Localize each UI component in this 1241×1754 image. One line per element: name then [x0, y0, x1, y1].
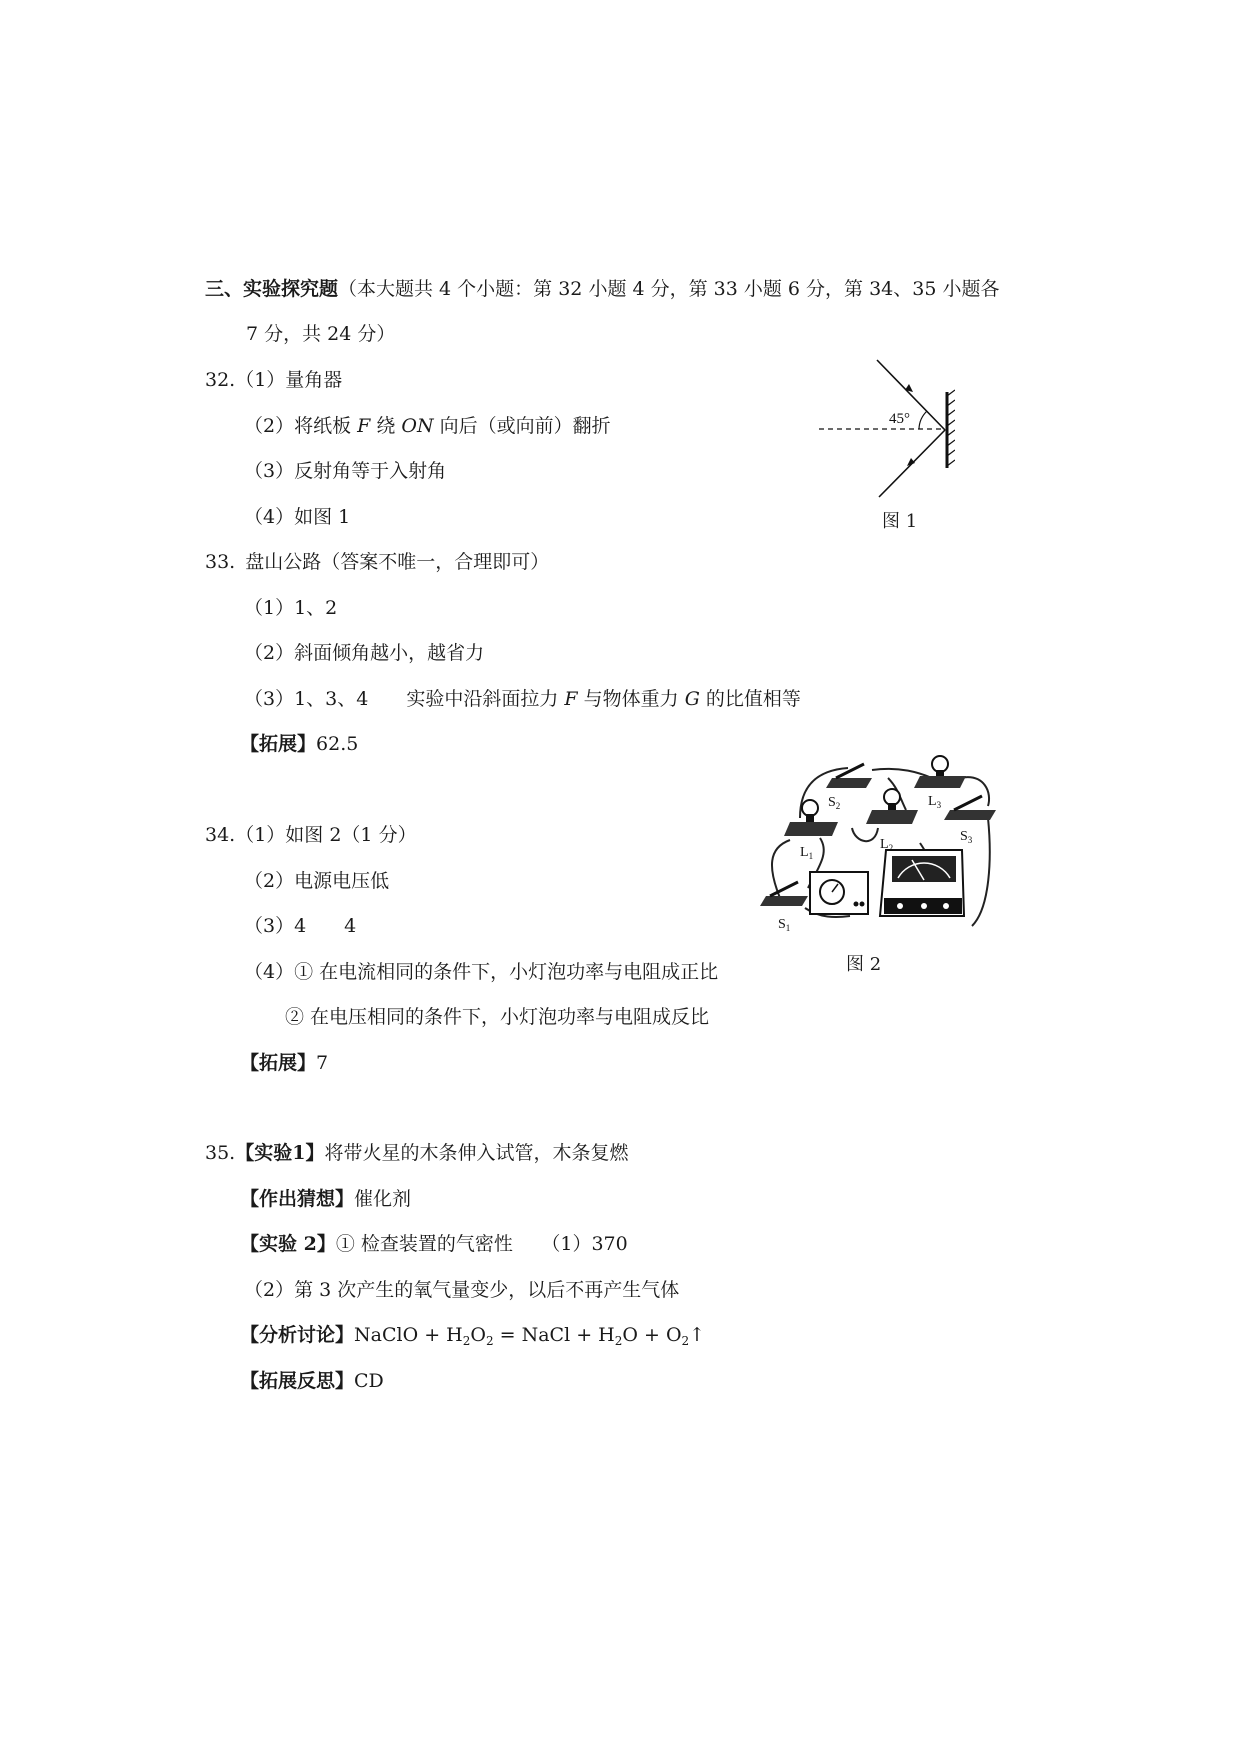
section-desc-line1: （本大题共 4 个小题：第 32 小题 4 分，第 33 小题 6 分，第 34、35 小题各: [338, 278, 1000, 300]
q34-answer-2: （2）电源电压低: [244, 870, 390, 892]
q34-number: 34.: [205, 824, 236, 846]
q34-answer-1: （1）如图 2（1 分）: [235, 824, 417, 846]
q34-line1: [205, 822, 417, 848]
q35-line1: [205, 1140, 628, 1166]
section-desc-line2: 7 分，共 24 分）: [246, 323, 396, 345]
q35-reflect: [240, 1368, 384, 1394]
q34-answer-3: （3）4 4: [244, 915, 357, 937]
q35-number: 35.: [205, 1142, 236, 1164]
q35-exp2-label: 【实验 2】: [240, 1233, 336, 1255]
q32-a2-post: 向后（或向前）翻折: [433, 415, 611, 437]
label-l2: $L_2$: [880, 837, 894, 853]
q33-a3-F: F: [564, 688, 578, 710]
figure-2-circuit-diagram: [760, 748, 1000, 943]
q34-ext-label: 【拓展】: [240, 1052, 317, 1074]
q32-answer-2: [244, 413, 611, 439]
label-s1: $S_1$: [778, 917, 791, 933]
q33-a3-G: G: [684, 688, 700, 710]
figure-1-caption: 图 1: [882, 511, 918, 532]
q32-answer-1: （1）量角器: [235, 369, 343, 391]
q33-title: 盘山公路（答案不唯一，合理即可）: [245, 551, 550, 573]
q32-number: 32.: [205, 369, 236, 391]
q32-a2-ON: ON: [401, 415, 434, 437]
q35-reflect-value: CD: [354, 1370, 384, 1392]
q34-answer-4-2: ② 在电压相同的条件下，小灯泡功率与电阻成反比: [285, 1006, 710, 1028]
q35-exp2: [240, 1231, 628, 1257]
q33-answer-3: [244, 686, 801, 712]
q35-analysis-label: 【分析讨论】: [240, 1324, 355, 1346]
q33-answer-2: （2）斜面倾角越小，越省力: [244, 642, 485, 664]
q33-a3-post: 的比值相等: [699, 688, 801, 710]
q33-answer-1: （1）1、2: [244, 597, 338, 619]
lamp-l2: [866, 789, 918, 824]
q35-exp1: 将带火星的木条伸入试管，木条复燃: [324, 1142, 629, 1164]
q33-number: 33.: [205, 551, 236, 573]
power-supply: [810, 872, 868, 914]
q35-guess-label: 【作出猜想】: [240, 1188, 355, 1210]
q32-a2-mid: 绕: [370, 415, 402, 437]
q34-extension: [240, 1050, 328, 1076]
q33-extension: [240, 731, 358, 757]
switch-s1: [760, 882, 808, 906]
q33-a3-mid: 与物体重力: [577, 688, 685, 710]
q35-exp2-text: ① 检查装置的气密性 （1）370: [335, 1233, 628, 1255]
label-l1: $L_1$: [800, 845, 814, 861]
label-s2: $S_2$: [828, 795, 841, 811]
lamp-l3: [914, 756, 966, 788]
figure-1-angle-label: 45°: [889, 411, 910, 427]
figure-2-caption: 图 2: [846, 954, 882, 975]
q35-exp1-label: 【实验1】: [235, 1142, 325, 1164]
q32-answer-4: （4）如图 1: [244, 506, 351, 528]
q35-analysis: [240, 1322, 705, 1354]
label-s3: $S_3$: [960, 829, 973, 845]
q33-ext-value: 62.5: [316, 733, 359, 755]
q33-line1: [205, 549, 549, 575]
q34-answer-4-1: （4）① 在电流相同的条件下，小灯泡功率与电阻成正比: [244, 961, 719, 983]
q33-a3-pre: （3）1、3、4 实验中沿斜面拉力: [244, 688, 565, 710]
q35-reflect-label: 【拓展反思】: [240, 1370, 355, 1392]
voltmeter: [880, 850, 964, 916]
switch-s2: [826, 764, 872, 788]
q32-line1: [205, 367, 342, 393]
q35-answer-2: （2）第 3 次产生的氧气量变少，以后不再产生气体: [244, 1279, 680, 1301]
label-l3: $L_3$: [928, 794, 942, 810]
q33-ext-label: 【拓展】: [240, 733, 317, 755]
section-title: 三、实验探究题: [205, 278, 339, 300]
q35-guess-value: 催化剂: [354, 1188, 412, 1210]
figure-1-reflection-diagram: [815, 350, 955, 500]
section-heading: [205, 276, 999, 302]
q34-ext-value: 7: [316, 1052, 329, 1074]
q35-equation: NaClO + $H_2O_2$ = NaCl + $H_2O$ + $O_2↑$: [354, 1324, 706, 1348]
q32-a2-pre: （2）将纸板: [244, 415, 358, 437]
q32-answer-3: （3）反射角等于入射角: [244, 460, 447, 482]
q35-guess: [240, 1186, 411, 1212]
q32-a2-F: F: [357, 415, 371, 437]
